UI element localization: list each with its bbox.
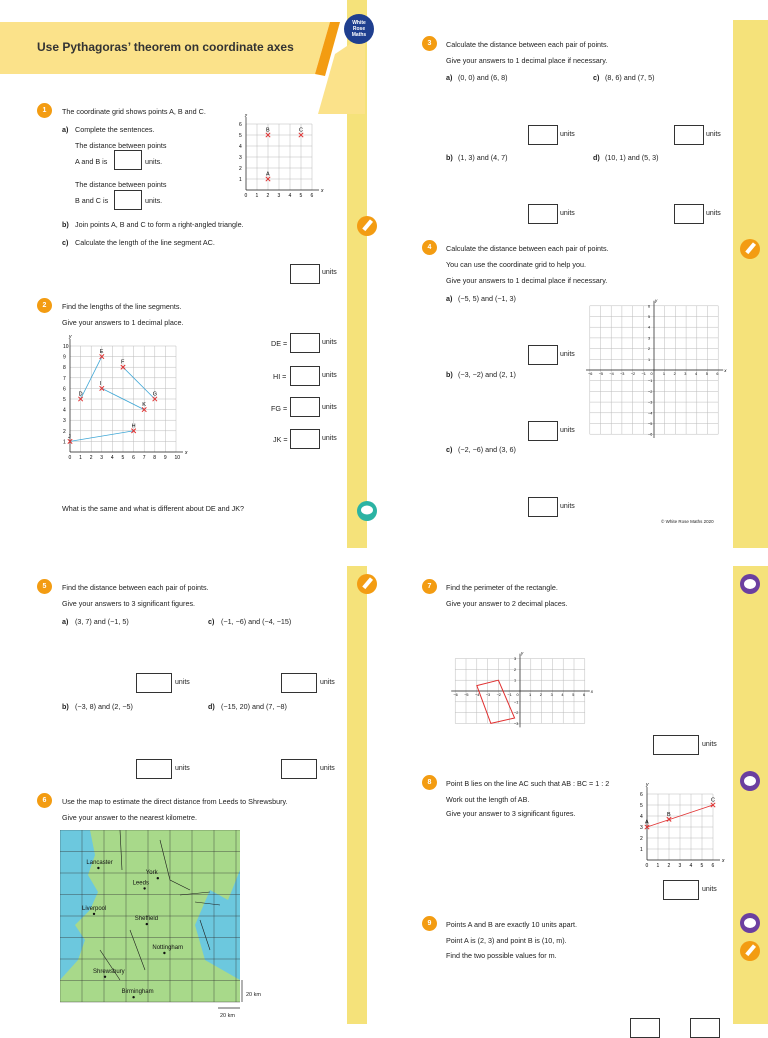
origin-label: 0 (650, 372, 653, 376)
y-tick-label: 5 (63, 397, 66, 403)
q9-answer-box-1[interactable] (630, 1018, 660, 1038)
y-tick-label: 2 (239, 166, 242, 172)
x-tick-label: 4 (689, 863, 693, 869)
x-tick-label: 3 (550, 693, 553, 697)
point-label-j: J (68, 433, 71, 440)
y-tick-label: −1 (514, 700, 519, 705)
x-tick-label: −1 (641, 372, 646, 376)
q1b-text: Join points A, B and C to form a right-angled triangle. (75, 220, 244, 229)
scale-vertical: 20 km (246, 992, 261, 998)
place-marker (163, 952, 165, 954)
x-tick-label: −5 (464, 693, 469, 697)
q1-sentence1-a: The distance between points (75, 141, 167, 150)
q4a-label: a) (446, 294, 453, 303)
x-tick-label: 8 (153, 455, 157, 461)
england-map (60, 830, 265, 1020)
q5d-label: d) (208, 702, 215, 711)
y-tick-label: 1 (648, 357, 651, 362)
x-axis-label: x (321, 188, 324, 194)
q8-text-3: Give your answer to 3 significant figures. (446, 809, 576, 818)
pencil-icon (356, 215, 378, 237)
q3a-text: (0, 0) and (6, 8) (458, 73, 508, 82)
q9-text-1: Points A and B are exactly 10 units apart. (446, 920, 578, 929)
thinking-cloud-icon (739, 573, 761, 595)
x-tick-label: 3 (678, 863, 682, 869)
place-label: Birmingham (121, 989, 154, 996)
y-tick-label: 1 (239, 177, 242, 183)
line-segment (123, 367, 158, 399)
point-label-d: D (78, 391, 83, 398)
x-tick-label: 6 (132, 455, 135, 461)
q3a-label: a) (446, 73, 453, 82)
y-tick-label: 1 (514, 678, 517, 683)
q3-text-1: Calculate the distance between each pair of points. (446, 40, 609, 49)
q2-reasoning-question: What is the same and what is different about DE and JK? (62, 504, 245, 513)
q2-text-1: Find the lengths of the line segments. (62, 302, 182, 311)
thinking-cloud-icon (739, 912, 761, 934)
q4b-units: units (560, 427, 575, 434)
q4-text-3: Give your answers to 1 decimal place if necessary. (446, 276, 608, 285)
q5-text-2: Give your answers to 3 significant figures. (62, 599, 196, 608)
x-tick-label: 4 (110, 455, 114, 461)
q5a-units: units (175, 679, 190, 686)
q5-number: 5 (37, 579, 52, 594)
q8-coordinate-grid (635, 780, 727, 872)
place-label: Nottingham (152, 945, 184, 951)
q4b-text: (−3, −2) and (2, 1) (458, 370, 516, 379)
q4-text-2: You can use the coordinate grid to help you. (446, 260, 586, 269)
origin-label: 0 (516, 693, 519, 697)
x-tick-label: 0 (68, 455, 72, 461)
q1-sentence2-a: The distance between points (75, 180, 167, 189)
x-tick-label: 9 (163, 455, 167, 461)
y-tick-label: 3 (640, 825, 643, 831)
q5a-label: a) (62, 617, 69, 626)
point-label-a: A (266, 171, 270, 178)
x-tick-label: −4 (609, 372, 614, 376)
q3d-label: d) (593, 153, 600, 162)
x-tick-label: 1 (79, 455, 82, 461)
q3b-label: b) (446, 153, 453, 162)
q5c-label: c) (208, 617, 215, 626)
y-axis-label: y (521, 650, 524, 656)
y-tick-label: 5 (648, 315, 651, 319)
point-label-a: A (645, 819, 649, 826)
x-tick-label: −5 (598, 372, 604, 376)
page3-side-stripe (347, 566, 367, 1024)
y-tick-label: −6 (648, 432, 653, 437)
point-label-b: B (266, 127, 270, 134)
y-tick-label: 6 (648, 304, 651, 309)
q1-ab-answer-box[interactable] (114, 150, 142, 170)
q9-text-2: Point A is (2, 3) and point B is (10, m). (446, 936, 567, 945)
point-label-f: F (121, 359, 125, 366)
y-tick-label: 5 (640, 803, 643, 809)
x-tick-label: 3 (277, 193, 281, 199)
q7-coordinate-grid (450, 616, 598, 761)
y-tick-label: 3 (648, 336, 651, 341)
q4a-text: (−5, 5) and (−1, 3) (458, 294, 516, 303)
point-label-c: C (299, 127, 303, 134)
q5b-label: b) (62, 702, 69, 711)
q5a-text: (3, 7) and (−1, 5) (75, 617, 129, 626)
q7-text-1: Find the perimeter of the rectangle. (446, 583, 558, 592)
x-tick-label: 4 (695, 372, 698, 376)
q5d-units: units (320, 765, 335, 772)
place-label: Shrewsbury (93, 968, 125, 975)
q3-text-2: Give your answers to 1 decimal place if necessary. (446, 56, 608, 65)
q4b-label: b) (446, 370, 453, 379)
place-label: Lancaster (86, 860, 113, 866)
q3d-answer-box[interactable] (674, 204, 704, 224)
y-axis-label: y (69, 334, 72, 340)
white-rose-logo: White Rose Maths (344, 14, 374, 44)
q2-de-units: units (322, 339, 337, 346)
x-tick-label: −6 (453, 693, 458, 697)
y-tick-label: 4 (63, 407, 66, 414)
x-tick-label: 1 (662, 372, 666, 376)
scale-horizontal: 20 km (220, 1013, 235, 1019)
place-label: Leeds (132, 880, 149, 887)
y-tick-label: 3 (514, 657, 517, 662)
y-tick-label: 9 (63, 354, 66, 361)
y-tick-label: 3 (239, 155, 242, 161)
q4c-text: (−2, −6) and (3, 6) (458, 445, 516, 454)
place-marker (97, 867, 99, 869)
q7-number: 7 (422, 579, 437, 594)
q3a-answer-box[interactable] (528, 125, 558, 145)
y-tick-label: 1 (640, 847, 643, 853)
x-tick-label: 5 (572, 693, 575, 697)
point-label-k: K (142, 402, 146, 409)
q5d-answer-box[interactable] (281, 759, 317, 779)
x-tick-label: 5 (700, 863, 704, 869)
x-tick-label: 5 (299, 193, 303, 199)
q1c-answer-box[interactable] (290, 264, 320, 284)
q2-hi-answer-box[interactable] (290, 366, 320, 386)
x-tick-label: 4 (561, 693, 564, 697)
y-tick-label: −4 (648, 411, 653, 416)
q8-text-1: Point B lies on the line AC such that AB : BC = 1 : 2 (446, 779, 610, 788)
x-tick-label: −3 (620, 372, 625, 376)
point-label-g: G (152, 391, 158, 398)
point-label-h: H (131, 423, 136, 430)
x-tick-label: 2 (673, 372, 676, 376)
y-tick-label: 7 (63, 375, 66, 382)
x-axis-label: x (722, 858, 725, 864)
y-axis-label: y (245, 114, 248, 118)
q3b-answer-box[interactable] (528, 204, 558, 224)
thinking-cloud-icon (739, 770, 761, 792)
y-axis-label: y (646, 782, 649, 788)
q7-text-2: Give your answer to 2 decimal places. (446, 599, 568, 608)
x-tick-label: 2 (539, 693, 542, 697)
y-tick-label: −2 (648, 389, 653, 394)
x-tick-label: 1 (529, 693, 532, 697)
x-tick-label: 3 (100, 455, 104, 461)
pencil-icon (739, 940, 761, 962)
q2-de-label: DE = (271, 339, 288, 348)
q1-coordinate-grid (234, 114, 330, 206)
y-tick-label: 5 (239, 133, 242, 139)
q4c-label: c) (446, 445, 453, 454)
point-label-c: C (711, 797, 715, 804)
x-tick-label: 3 (684, 372, 687, 376)
x-tick-label: 6 (716, 372, 719, 376)
x-axis-label: x (590, 689, 594, 694)
q2-coordinate-grid (60, 334, 195, 464)
page2-side-stripe (733, 20, 768, 548)
q1b-label: b) (62, 220, 69, 229)
y-axis-label: y (655, 297, 658, 303)
q1c-text: Calculate the length of the line segment AC. (75, 238, 215, 247)
q5c-units: units (320, 679, 335, 686)
x-tick-label: 10 (174, 455, 181, 461)
place-marker (146, 923, 148, 925)
x-tick-label: −1 (507, 693, 512, 697)
q5c-text: (−1, −6) and (−4, −15) (221, 617, 292, 626)
q1-bc-answer-box[interactable] (114, 190, 142, 210)
q5d-text: (−15, 20) and (7, −8) (221, 702, 287, 711)
q2-number: 2 (37, 298, 52, 313)
x-tick-label: −3 (485, 693, 491, 697)
q9-answer-box-2[interactable] (690, 1018, 720, 1038)
q1-sentence2-b: B and C is (75, 196, 109, 205)
q2-hi-units: units (322, 372, 337, 379)
q3c-answer-box[interactable] (674, 125, 704, 145)
x-tick-label: 2 (667, 863, 671, 869)
y-tick-label: −1 (648, 379, 653, 384)
x-tick-label: 6 (711, 863, 715, 869)
q3b-units: units (560, 210, 575, 217)
q8-number: 8 (422, 775, 437, 790)
q3b-text: (1, 3) and (4, 7) (458, 153, 508, 162)
q4-coordinate-grid (586, 296, 730, 438)
point-label-i: I (99, 380, 102, 387)
q2-jk-label: JK = (273, 435, 288, 444)
q1-number: 1 (37, 103, 52, 118)
q3d-units: units (706, 210, 721, 217)
q8-units: units (702, 886, 717, 893)
x-axis-label: x (724, 368, 727, 373)
q4c-answer-box[interactable] (528, 497, 558, 517)
pencil-icon (739, 238, 761, 260)
place-label: Liverpool (82, 905, 107, 912)
place-label: Sheffield (134, 916, 159, 923)
q2-hi-label: HI = (273, 372, 287, 381)
q1-sentence1-b: A and B is (75, 157, 108, 166)
y-tick-label: 10 (63, 344, 69, 350)
q1-text: The coordinate grid shows points A, B and C. (62, 107, 206, 116)
q1c-units: units (322, 269, 337, 276)
pencil-icon (356, 573, 378, 595)
q1a-text: Complete the sentences. (75, 125, 155, 134)
q5c-answer-box[interactable] (281, 673, 317, 693)
q9-number: 9 (422, 916, 437, 931)
x-tick-label: 5 (705, 372, 708, 376)
q4a-units: units (560, 351, 575, 358)
q5-text-1: Find the distance between each pair of points. (62, 583, 209, 592)
q8-text-2: Work out the length of AB. (446, 795, 530, 804)
q1-sentence2-c: units. (145, 196, 163, 205)
y-tick-label: 4 (648, 325, 651, 330)
x-tick-label: 6 (310, 193, 314, 199)
x-tick-label: −6 (588, 372, 593, 376)
q7-units: units (702, 741, 717, 748)
y-tick-label: 6 (239, 122, 242, 128)
point-label-b: B (667, 811, 671, 818)
x-tick-label: 0 (244, 193, 248, 199)
q2-jk-units: units (322, 435, 337, 442)
q2-text-2: Give your answers to 1 decimal place. (62, 318, 184, 327)
place-label: York (145, 870, 158, 877)
y-tick-label: 6 (63, 386, 66, 393)
y-tick-label: −3 (648, 400, 653, 405)
q5b-answer-box[interactable] (136, 759, 172, 779)
q3a-units: units (560, 131, 575, 138)
x-tick-label: −2 (496, 693, 501, 697)
x-tick-label: 7 (142, 455, 146, 461)
q6-number: 6 (37, 793, 52, 808)
q2-fg-units: units (322, 404, 337, 411)
x-tick-label: 2 (89, 455, 93, 461)
y-tick-label: −5 (648, 422, 653, 426)
q1-sentence1-c: units. (145, 157, 163, 166)
speech-bubble-icon (356, 500, 378, 522)
y-tick-label: 4 (640, 814, 643, 820)
q3-number: 3 (422, 36, 437, 51)
y-tick-label: 6 (640, 792, 643, 798)
q6-text-1: Use the map to estimate the direct distance from Leeds to Shrewsbury. (62, 797, 288, 806)
q5b-units: units (175, 765, 190, 772)
q2-de-answer-box[interactable] (290, 333, 320, 353)
x-tick-label: 1 (255, 193, 259, 199)
q5b-text: (−3, 8) and (2, −5) (75, 702, 133, 711)
q4c-units: units (560, 503, 575, 510)
place-marker (132, 996, 134, 998)
x-tick-label: 0 (645, 863, 649, 869)
q8-answer-box[interactable] (663, 880, 699, 900)
q4-text-1: Calculate the distance between each pair of points. (446, 244, 609, 253)
q4-number: 4 (422, 240, 437, 255)
x-tick-label: 6 (583, 693, 586, 697)
q2-jk-answer-box[interactable] (290, 429, 320, 449)
y-tick-label: 1 (63, 439, 66, 446)
q3c-text: (8, 6) and (7, 5) (605, 73, 655, 82)
x-tick-label: 5 (121, 455, 125, 461)
y-tick-label: 2 (640, 836, 643, 842)
x-tick-label: 4 (288, 193, 292, 199)
q6-text-2: Give your answer to the nearest kilometre. (62, 813, 198, 822)
page-title: Use Pythagoras’ theorem on coordinate axes (37, 40, 294, 54)
q3d-text: (10, 1) and (5, 3) (605, 153, 659, 162)
q4b-answer-box[interactable] (528, 421, 558, 441)
x-tick-label: −4 (475, 693, 480, 697)
y-tick-label: −2 (514, 711, 519, 716)
q2-fg-label: FG = (271, 404, 288, 413)
q3c-label: c) (593, 73, 600, 82)
x-tick-label: 2 (266, 193, 270, 199)
q9-text-3: Find the two possible values for m. (446, 951, 557, 960)
place-marker (93, 913, 95, 915)
x-axis-label: x (185, 450, 188, 456)
q1a-label: a) (62, 125, 69, 134)
y-tick-label: 2 (63, 428, 66, 435)
point-label-e: E (99, 349, 104, 356)
y-tick-label: 4 (239, 144, 242, 150)
place-marker (143, 887, 145, 889)
q4a-answer-box[interactable] (528, 345, 558, 365)
copyright: © White Rose Maths 2020 (661, 519, 714, 524)
q5a-answer-box[interactable] (136, 673, 172, 693)
y-tick-label: 8 (63, 365, 66, 372)
place-marker (157, 877, 159, 879)
y-tick-label: −3 (514, 721, 519, 726)
x-tick-label: 1 (656, 863, 660, 869)
header-banner (0, 14, 370, 114)
q1c-label: c) (62, 238, 69, 247)
place-marker (104, 976, 106, 978)
x-tick-label: −2 (630, 372, 636, 376)
y-tick-label: 2 (648, 347, 651, 352)
q2-fg-answer-box[interactable] (290, 397, 320, 417)
y-tick-label: 3 (63, 418, 66, 425)
y-tick-label: 2 (514, 667, 517, 672)
q3c-units: units (706, 131, 721, 138)
q7-answer-box[interactable] (653, 735, 699, 755)
